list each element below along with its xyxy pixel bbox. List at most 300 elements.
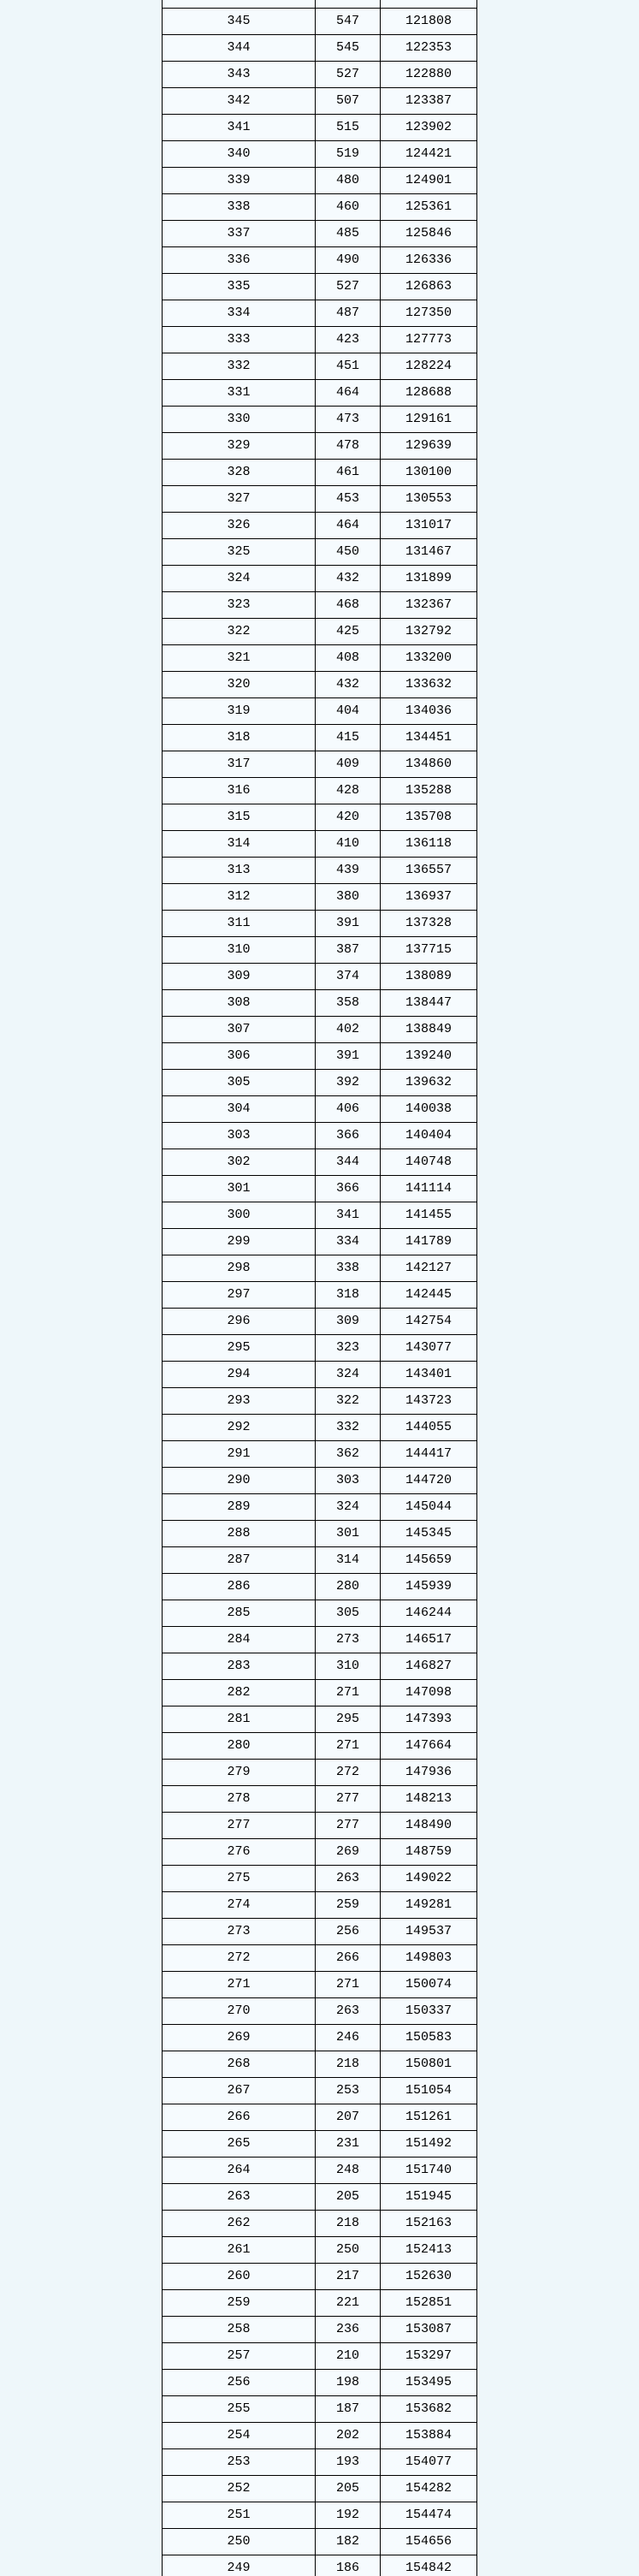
table-cell: 391 <box>316 1043 381 1070</box>
table-cell: 134451 <box>381 725 477 751</box>
table-cell: 425 <box>316 619 381 645</box>
table-cell: 154656 <box>381 2529 477 2555</box>
table-cell: 287 <box>163 1547 316 1574</box>
table-cell: 366 <box>316 1176 381 1202</box>
table-row <box>163 247 477 274</box>
table-cell: 305 <box>316 1600 381 1627</box>
table-cell: 257 <box>163 2343 316 2370</box>
table-row <box>163 2370 477 2396</box>
table-cell: 332 <box>316 1415 381 1441</box>
table-row <box>163 2237 477 2264</box>
table-cell: 280 <box>316 1574 381 1600</box>
table-cell: 307 <box>163 1017 316 1043</box>
table-cell: 279 <box>163 1760 316 1786</box>
table-cell: 527 <box>316 62 381 88</box>
table-cell: 344 <box>316 1149 381 1176</box>
table-cell: 146517 <box>381 1627 477 1653</box>
table-cell: 283 <box>163 1653 316 1680</box>
table-cell: 409 <box>316 751 381 778</box>
table-cell: 271 <box>316 1680 381 1706</box>
table-row <box>163 327 477 353</box>
table-row <box>163 1229 477 1255</box>
table-cell: 150074 <box>381 1972 477 1998</box>
table-row <box>163 1521 477 1547</box>
table-cell: 246 <box>316 2025 381 2051</box>
table-row <box>163 911 477 937</box>
table-row <box>163 1972 477 1998</box>
table-row <box>163 1919 477 1945</box>
table-cell: 329 <box>163 433 316 460</box>
table-cell <box>316 0 381 9</box>
table-row <box>163 2025 477 2051</box>
table-cell: 147664 <box>381 1733 477 1760</box>
table-cell: 271 <box>316 1733 381 1760</box>
table-row <box>163 433 477 460</box>
table-cell: 318 <box>316 1282 381 1309</box>
table-cell: 152413 <box>381 2237 477 2264</box>
score-distribution-table <box>162 0 477 2576</box>
table-row <box>163 2211 477 2237</box>
table-cell: 121808 <box>381 9 477 35</box>
table-row <box>163 407 477 433</box>
table-cell: 182 <box>316 2529 381 2555</box>
table-cell: 428 <box>316 778 381 804</box>
table-cell: 316 <box>163 778 316 804</box>
table-cell: 126336 <box>381 247 477 274</box>
table-cell: 450 <box>316 539 381 566</box>
table-cell: 154474 <box>381 2502 477 2529</box>
table-cell: 133632 <box>381 672 477 698</box>
table-cell: 282 <box>163 1680 316 1706</box>
table-row <box>163 698 477 725</box>
table-cell: 303 <box>316 1468 381 1494</box>
table-row <box>163 804 477 831</box>
table-cell: 133200 <box>381 645 477 672</box>
table-cell: 295 <box>163 1335 316 1362</box>
table-cell: 275 <box>163 1866 316 1892</box>
table-cell: 123387 <box>381 88 477 115</box>
table-row <box>163 1494 477 1521</box>
table-cell: 154282 <box>381 2476 477 2502</box>
table-cell: 138447 <box>381 990 477 1017</box>
table-row <box>163 1149 477 1176</box>
table-row <box>163 486 477 513</box>
table-cell: 135288 <box>381 778 477 804</box>
table-cell: 152163 <box>381 2211 477 2237</box>
table-cell: 142754 <box>381 1309 477 1335</box>
table-cell: 309 <box>316 1309 381 1335</box>
table-cell: 154077 <box>381 2449 477 2476</box>
table-cell: 294 <box>163 1362 316 1388</box>
table-row <box>163 1017 477 1043</box>
table-cell: 288 <box>163 1521 316 1547</box>
table-row <box>163 1415 477 1441</box>
table-cell: 464 <box>316 380 381 407</box>
table-cell: 138849 <box>381 1017 477 1043</box>
table-cell: 545 <box>316 35 381 62</box>
table-cell: 135708 <box>381 804 477 831</box>
table-cell: 134036 <box>381 698 477 725</box>
table-cell: 149022 <box>381 1866 477 1892</box>
table-cell: 314 <box>163 831 316 858</box>
table-cell: 289 <box>163 1494 316 1521</box>
table-cell: 277 <box>163 1813 316 1839</box>
table-cell: 125846 <box>381 221 477 247</box>
table-cell: 336 <box>163 247 316 274</box>
table-row <box>163 2078 477 2104</box>
table-cell: 127350 <box>381 300 477 327</box>
table-row <box>163 990 477 1017</box>
table-cell: 143401 <box>381 1362 477 1388</box>
table-cell: 259 <box>316 1892 381 1919</box>
table-cell: 270 <box>163 1998 316 2025</box>
table-row <box>163 1627 477 1653</box>
table-cell: 344 <box>163 35 316 62</box>
table-row <box>163 513 477 539</box>
table-cell: 258 <box>163 2317 316 2343</box>
table-row <box>163 884 477 911</box>
table-row <box>163 168 477 194</box>
table-row <box>163 2343 477 2370</box>
table-row <box>163 2290 477 2317</box>
table-cell: 285 <box>163 1600 316 1627</box>
table-cell: 143723 <box>381 1388 477 1415</box>
table-row <box>163 964 477 990</box>
table-cell: 404 <box>316 698 381 725</box>
table-cell: 136557 <box>381 858 477 884</box>
table-cell: 314 <box>316 1547 381 1574</box>
table-cell: 129639 <box>381 433 477 460</box>
table-row <box>163 1123 477 1149</box>
table-cell: 154842 <box>381 2555 477 2576</box>
table-row <box>163 2396 477 2423</box>
table-cell: 507 <box>316 88 381 115</box>
table-row <box>163 1468 477 1494</box>
table-cell: 323 <box>316 1335 381 1362</box>
table-cell: 248 <box>316 2158 381 2184</box>
table-cell: 343 <box>163 62 316 88</box>
table-cell: 218 <box>316 2211 381 2237</box>
table-cell: 278 <box>163 1786 316 1813</box>
table-cell: 123902 <box>381 115 477 141</box>
table-cell: 461 <box>316 460 381 486</box>
table-cell: 408 <box>316 645 381 672</box>
table-row <box>163 2104 477 2131</box>
table-row <box>163 1600 477 1627</box>
table-cell: 420 <box>316 804 381 831</box>
table-cell: 315 <box>163 804 316 831</box>
table-cell: 141114 <box>381 1176 477 1202</box>
table-cell: 310 <box>316 1653 381 1680</box>
table-cell: 276 <box>163 1839 316 1866</box>
table-cell: 140404 <box>381 1123 477 1149</box>
table-cell: 146244 <box>381 1600 477 1627</box>
table-cell: 151492 <box>381 2131 477 2158</box>
table-cell: 193 <box>316 2449 381 2476</box>
table-cell: 451 <box>316 353 381 380</box>
table-row <box>163 1362 477 1388</box>
table-cell: 128688 <box>381 380 477 407</box>
table-row <box>163 194 477 221</box>
table-cell: 328 <box>163 460 316 486</box>
table-row <box>163 9 477 35</box>
table-cell: 259 <box>163 2290 316 2317</box>
table-cell: 468 <box>316 592 381 619</box>
table-cell: 392 <box>316 1070 381 1096</box>
table-cell: 263 <box>316 1866 381 1892</box>
table-cell: 261 <box>163 2237 316 2264</box>
table-row <box>163 1043 477 1070</box>
table-cell: 460 <box>316 194 381 221</box>
table-cell: 380 <box>316 884 381 911</box>
table-cell: 309 <box>163 964 316 990</box>
table-cell: 140748 <box>381 1149 477 1176</box>
table-cell: 148490 <box>381 1813 477 1839</box>
table-cell: 148213 <box>381 1786 477 1813</box>
table-cell: 150583 <box>381 2025 477 2051</box>
table-cell: 151740 <box>381 2158 477 2184</box>
table-cell: 321 <box>163 645 316 672</box>
table-cell: 277 <box>316 1813 381 1839</box>
table-cell: 218 <box>316 2051 381 2078</box>
table-cell: 131467 <box>381 539 477 566</box>
table-cell: 131017 <box>381 513 477 539</box>
table-row <box>163 1202 477 1229</box>
table-cell: 250 <box>163 2529 316 2555</box>
table-cell: 277 <box>316 1786 381 1813</box>
table-cell: 151261 <box>381 2104 477 2131</box>
table-cell: 415 <box>316 725 381 751</box>
table-cell: 302 <box>163 1149 316 1176</box>
table-cell: 126863 <box>381 274 477 300</box>
table-cell: 131899 <box>381 566 477 592</box>
table-cell: 150801 <box>381 2051 477 2078</box>
table-cell: 146827 <box>381 1653 477 1680</box>
table-cell: 127773 <box>381 327 477 353</box>
table-row <box>163 221 477 247</box>
table-cell: 345 <box>163 9 316 35</box>
table-cell: 122353 <box>381 35 477 62</box>
table-cell: 292 <box>163 1415 316 1441</box>
table-cell: 269 <box>163 2025 316 2051</box>
table-cell: 339 <box>163 168 316 194</box>
table-cell: 280 <box>163 1733 316 1760</box>
table-cell: 319 <box>163 698 316 725</box>
table-cell: 136118 <box>381 831 477 858</box>
table-cell: 333 <box>163 327 316 353</box>
table-cell: 281 <box>163 1706 316 1733</box>
table-cell: 151945 <box>381 2184 477 2211</box>
table-cell: 150337 <box>381 1998 477 2025</box>
table-cell: 186 <box>316 2555 381 2576</box>
table-row <box>163 672 477 698</box>
table-cell: 439 <box>316 858 381 884</box>
table-row <box>163 2317 477 2343</box>
table-cell: 138089 <box>381 964 477 990</box>
table-cell: 139632 <box>381 1070 477 1096</box>
table-row <box>163 751 477 778</box>
table-cell: 338 <box>316 1255 381 1282</box>
table-cell: 362 <box>316 1441 381 1468</box>
table-row <box>163 1388 477 1415</box>
table-cell: 374 <box>316 964 381 990</box>
table-cell: 132792 <box>381 619 477 645</box>
table-cell: 323 <box>163 592 316 619</box>
table-cell: 310 <box>163 937 316 964</box>
table-cell: 342 <box>163 88 316 115</box>
table-cell: 153495 <box>381 2370 477 2396</box>
table-cell: 145044 <box>381 1494 477 1521</box>
table-row <box>163 62 477 88</box>
table-row <box>163 619 477 645</box>
table-cell: 305 <box>163 1070 316 1096</box>
table-cell: 141455 <box>381 1202 477 1229</box>
table-cell: 301 <box>163 1176 316 1202</box>
table-cell: 137715 <box>381 937 477 964</box>
table-cell: 322 <box>163 619 316 645</box>
table-cell: 331 <box>163 380 316 407</box>
table-cell: 253 <box>163 2449 316 2476</box>
table-cell: 334 <box>316 1229 381 1255</box>
table-cell: 480 <box>316 168 381 194</box>
table-row <box>163 2502 477 2529</box>
table-cell: 256 <box>163 2370 316 2396</box>
table-cell: 299 <box>163 1229 316 1255</box>
table-cell: 341 <box>163 115 316 141</box>
table-cell: 338 <box>163 194 316 221</box>
table-cell: 198 <box>316 2370 381 2396</box>
table-cell: 325 <box>163 539 316 566</box>
table-cell: 202 <box>316 2423 381 2449</box>
table-cell: 124421 <box>381 141 477 168</box>
table-row <box>163 1653 477 1680</box>
table-cell: 140038 <box>381 1096 477 1123</box>
table-row <box>163 592 477 619</box>
table-cell: 296 <box>163 1309 316 1335</box>
table-cell: 298 <box>163 1255 316 1282</box>
table-cell: 265 <box>163 2131 316 2158</box>
table-cell: 304 <box>163 1096 316 1123</box>
table-cell: 432 <box>316 566 381 592</box>
table-row <box>163 2264 477 2290</box>
table-cell: 490 <box>316 247 381 274</box>
table-cell: 134860 <box>381 751 477 778</box>
table-cell: 322 <box>316 1388 381 1415</box>
table-cell: 267 <box>163 2078 316 2104</box>
table-cell: 145345 <box>381 1521 477 1547</box>
table-cell: 453 <box>316 486 381 513</box>
table-row <box>163 460 477 486</box>
table-cell: 464 <box>316 513 381 539</box>
table-cell: 515 <box>316 115 381 141</box>
table-row <box>163 1309 477 1335</box>
table-cell: 262 <box>163 2211 316 2237</box>
table-cell: 147393 <box>381 1706 477 1733</box>
table-cell: 250 <box>316 2237 381 2264</box>
table-row <box>163 937 477 964</box>
table-row <box>163 566 477 592</box>
table-cell: 149537 <box>381 1919 477 1945</box>
table-cell: 147098 <box>381 1680 477 1706</box>
table-cell: 139240 <box>381 1043 477 1070</box>
table-cell: 527 <box>316 274 381 300</box>
table-cell: 519 <box>316 141 381 168</box>
table-cell: 149803 <box>381 1945 477 1972</box>
table-cell: 153087 <box>381 2317 477 2343</box>
table-cell: 132367 <box>381 592 477 619</box>
table-cell: 153297 <box>381 2343 477 2370</box>
table-cell: 148759 <box>381 1839 477 1866</box>
table-row <box>163 2555 477 2576</box>
table-row-partial <box>163 0 477 9</box>
table-row <box>163 1866 477 1892</box>
table-cell: 142445 <box>381 1282 477 1309</box>
table-cell: 301 <box>316 1521 381 1547</box>
table-cell: 337 <box>163 221 316 247</box>
table-row <box>163 1892 477 1919</box>
table-cell: 387 <box>316 937 381 964</box>
table-cell: 432 <box>316 672 381 698</box>
table-cell: 130553 <box>381 486 477 513</box>
table-row <box>163 831 477 858</box>
table-cell: 144417 <box>381 1441 477 1468</box>
table-row <box>163 1282 477 1309</box>
table-cell: 271 <box>163 1972 316 1998</box>
table-row <box>163 2131 477 2158</box>
table-cell: 144720 <box>381 1468 477 1494</box>
table-cell: 391 <box>316 911 381 937</box>
table-cell: 340 <box>163 141 316 168</box>
table-cell: 236 <box>316 2317 381 2343</box>
table-cell: 272 <box>316 1760 381 1786</box>
table-cell: 274 <box>163 1892 316 1919</box>
table-row <box>163 2529 477 2555</box>
table-cell: 255 <box>163 2396 316 2423</box>
table-cell: 273 <box>163 1919 316 1945</box>
table-cell: 145659 <box>381 1547 477 1574</box>
table-cell <box>163 0 316 9</box>
table-row <box>163 1760 477 1786</box>
table-row <box>163 141 477 168</box>
table-cell: 136937 <box>381 884 477 911</box>
table-body <box>163 0 477 2576</box>
table-cell: 147936 <box>381 1760 477 1786</box>
table-cell: 335 <box>163 274 316 300</box>
table-cell: 269 <box>316 1839 381 1866</box>
table-cell: 128224 <box>381 353 477 380</box>
table-cell: 205 <box>316 2476 381 2502</box>
table-cell: 312 <box>163 884 316 911</box>
table-cell: 207 <box>316 2104 381 2131</box>
table-row <box>163 1998 477 2025</box>
table-cell: 271 <box>316 1972 381 1998</box>
table-cell: 487 <box>316 300 381 327</box>
table-cell: 295 <box>316 1706 381 1733</box>
table-row <box>163 88 477 115</box>
table-cell: 143077 <box>381 1335 477 1362</box>
table-row <box>163 380 477 407</box>
table-row <box>163 1733 477 1760</box>
table-cell: 410 <box>316 831 381 858</box>
table-cell: 366 <box>316 1123 381 1149</box>
table-cell: 358 <box>316 990 381 1017</box>
table-cell: 124901 <box>381 168 477 194</box>
table-row <box>163 274 477 300</box>
table-row <box>163 1839 477 1866</box>
table-cell: 125361 <box>381 194 477 221</box>
table-row <box>163 300 477 327</box>
table-cell: 406 <box>316 1096 381 1123</box>
